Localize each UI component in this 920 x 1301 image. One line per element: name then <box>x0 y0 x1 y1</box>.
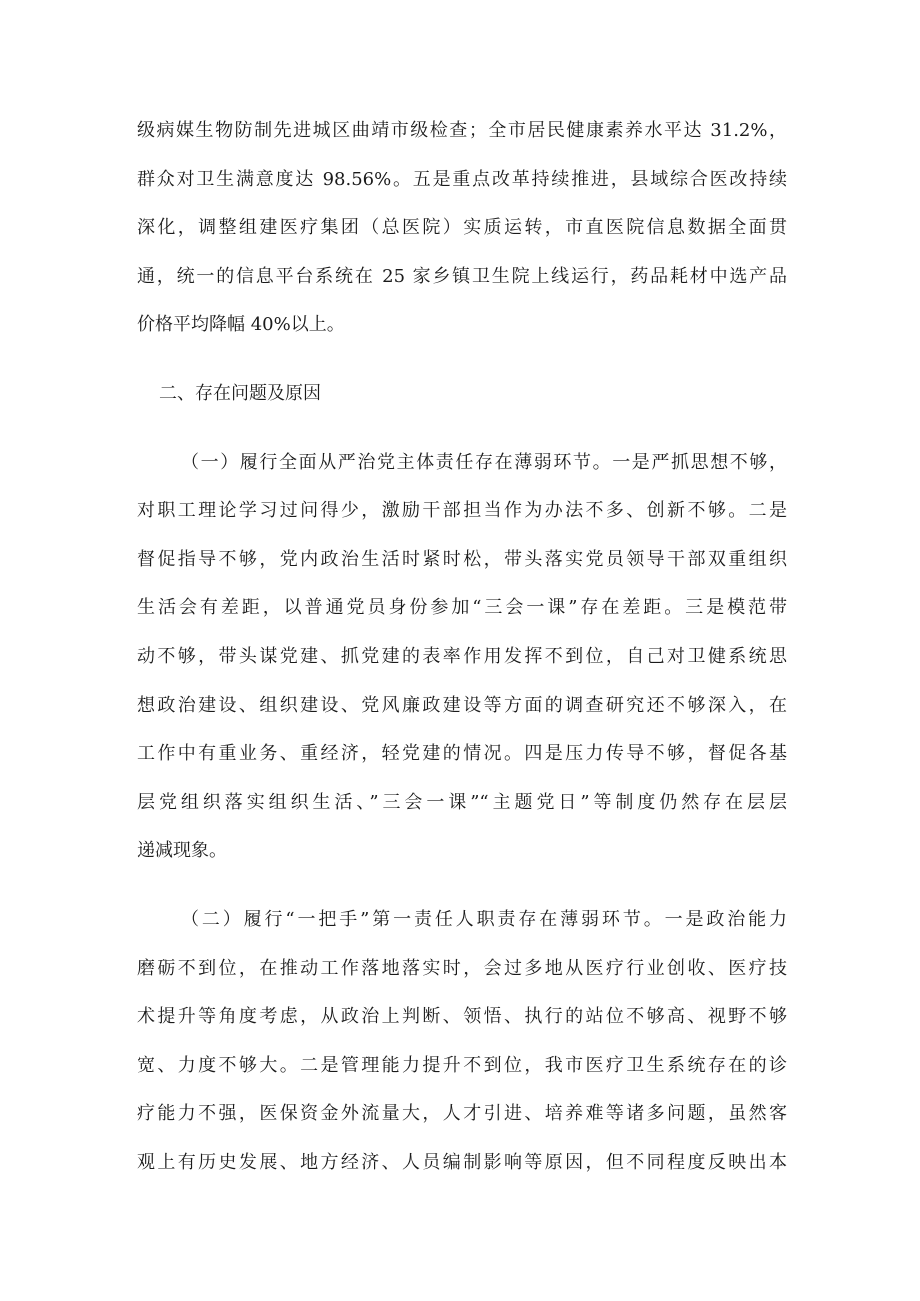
text-line: 群众对卫生满意度达 98.56%。五是重点改革持续推进，县域综合医改持续 <box>137 168 787 190</box>
text-line: 工作中有重业务、重经济，轻党建的情况。四是压力传导不够，督促各基 <box>137 743 787 765</box>
text-line: 通，统一的信息平台系统在 25 家乡镇卫生院上线运行，药品耗材中选产品 <box>137 265 787 287</box>
text-line: 磨砺不到位，在推动工作落地落实时，会过多地从医疗行业创收、医疗技 <box>137 957 787 979</box>
document-page <box>137 113 787 1193</box>
text-line: 价格平均降幅 40%以上。 <box>137 314 345 336</box>
paragraph-section-1 <box>137 445 787 882</box>
text-line: 生活会有差距，以普通党员身份参加“三会一课”存在差距。三是模范带 <box>137 597 787 619</box>
text-line: 想政治建设、组织建设、党风廉政建设等方面的调查研究还不够深入，在 <box>137 694 787 716</box>
text-line: （二）履行“一把手”第一责任人职责存在薄弱环节。一是政治能力 <box>181 908 787 930</box>
text-line: 级病媒生物防制先进城区曲靖市级检查；全市居民健康素养水平达 31.2%， <box>137 120 787 141</box>
text-line: 宽、力度不够大。二是管理能力提升不到位，我市医疗卫生系统存在的诊 <box>137 1054 787 1076</box>
section-heading <box>137 376 787 425</box>
text-line: 层党组织落实组织生活、”三会一课”“主题党日”等制度仍然存在层层 <box>137 791 787 813</box>
text-line: 疗能力不强，医保资金外流量大，人才引进、培养难等诸多问题，虽然客 <box>137 1103 787 1125</box>
text-line: （一）履行全面从严治党主体责任存在薄弱环节。一是严抓思想不够， <box>181 451 787 473</box>
text-line: 督促指导不够，党内政治生活时紧时松，带头落实党员领导干部双重组织 <box>137 548 787 570</box>
text-line: 观上有历史发展、地方经济、人员编制影响等原因，但不同程度反映出本 <box>137 1151 787 1173</box>
text-line: 对职工理论学习过问得少，激励干部担当作为办法不多、创新不够。二是 <box>137 500 787 522</box>
text-line: 动不够，带头谋党建、抓党建的表率作用发挥不到位，自己对卫健系统思 <box>137 645 787 667</box>
paragraph-intro-continued <box>137 113 787 356</box>
heading-text: 二、存在问题及原因 <box>159 382 321 404</box>
text-line: 术提升等角度考虑，从政治上判断、领悟、执行的站位不够高、视野不够 <box>137 1006 787 1028</box>
paragraph-section-2 <box>137 902 787 1194</box>
text-line: 递减现象。 <box>137 840 227 862</box>
text-line: 深化，调整组建医疗集团（总医院）实质运转，市直医院信息数据全面贯 <box>137 217 787 239</box>
